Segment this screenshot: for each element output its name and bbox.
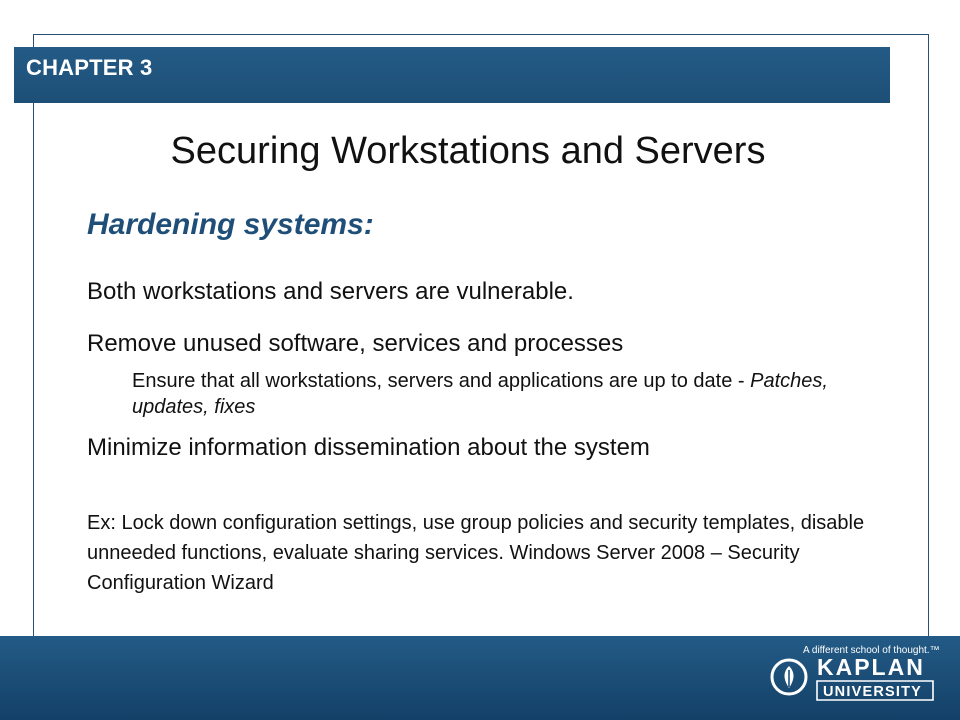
example-paragraph: Ex: Lock down configuration settings, use group policies and security templates, disable unneeded functions, evaluate sharing services. Windows Server 2008 – Security Configuration Wizard [87, 512, 865, 594]
bullet-2: Remove unused software, services and processes [87, 330, 624, 357]
bullet-3: Minimize information dissemination about the system [87, 434, 650, 461]
subheading: Hardening systems: [87, 208, 374, 241]
brand-line-1: KAPLAN [817, 654, 925, 680]
kaplan-emblem-icon [769, 657, 809, 697]
brand-line-2: UNIVERSITY [823, 684, 923, 700]
footer-tagline: A different school of thought.™ [803, 645, 940, 656]
sub-bullet-emphasis: Patches, updates, fixes [132, 370, 828, 418]
sub-bullet-text: Ensure that all workstations, servers and applications are up to date - [132, 370, 751, 392]
chapter-label: CHAPTER 3 [26, 55, 153, 80]
bullet-1: Both workstations and servers are vulnerable. [87, 278, 574, 305]
sub-bullet [132, 368, 872, 420]
kaplan-university-wordmark [815, 651, 935, 705]
slide-title: Securing Workstations and Servers [170, 130, 766, 172]
